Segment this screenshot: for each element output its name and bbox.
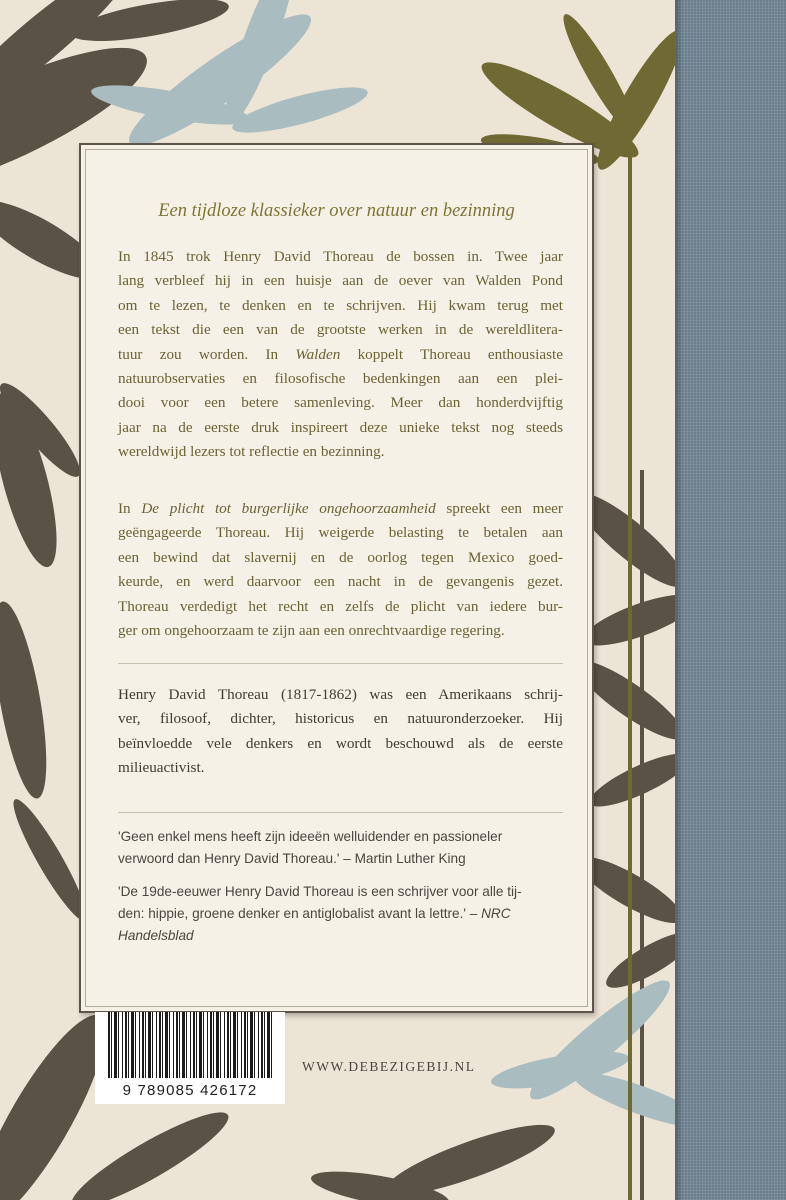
text-line: dooi voor een betere samenleving. Meer dan honderdvijftig <box>118 394 563 412</box>
title-civil-disobedience: De plicht tot burgerlijke ongehoorzaamheid <box>141 500 436 517</box>
quote-line: 'De 19de-eeuwer Henry David Thoreau is een schrijver voor alle tij- <box>118 884 522 899</box>
author-bio <box>118 683 563 781</box>
quote-line <box>118 925 563 947</box>
text-line: lang verbleef hij in een huisje aan de oever van Walden Pond <box>118 272 563 290</box>
text-line: een bewind dat slavernij en de oorlog tegen Mexico goed- <box>118 548 563 566</box>
text-line: ver, filosoof, dichter, historicus en natuuronderzoeker. Hij <box>118 710 563 728</box>
barcode-bars <box>108 1012 274 1078</box>
quote-king <box>118 826 563 870</box>
paragraph-walden <box>118 245 563 465</box>
divider-rule <box>118 663 563 664</box>
text-line: natuurobservaties en filosofische bedenkingen aan een plei- <box>118 370 563 388</box>
text-line: milieuactivist. <box>118 759 205 777</box>
text-line: om te lezen, te denken en te schrijven. Hij kwam terug met <box>118 296 563 314</box>
text-line: beïnvloedde vele denkers en wordt beschouwd als de eerste <box>118 734 563 752</box>
text-line: wereldwijd lezers tot reflectie en bezinning. <box>118 443 385 461</box>
text-panel <box>79 143 594 1013</box>
quote-nrc <box>118 881 563 947</box>
spine-shadow <box>675 0 683 1200</box>
publisher-url: WWW.DEBEZIGEBIJ.NL <box>302 1059 476 1074</box>
title-walden: Walden <box>295 345 341 363</box>
quote-line: verwoord dan Henry David Thoreau.' – Martin Luther King <box>118 851 466 866</box>
paragraph-civil-disobedience <box>118 497 563 643</box>
text-line: jaar na de eerste druk inspireert deze unieke tekst nog steeds <box>118 418 563 436</box>
text-line: Henry David Thoreau (1817-1862) was een Amerikaans schrij- <box>118 686 563 703</box>
text-line: In De plicht tot burgerlijke ongehoorzaamheid spreekt een meer <box>118 500 563 517</box>
quote-line: den: hippie, groene denker en antiglobalist avant la lettre.' – NRC <box>118 906 511 921</box>
text-line: geëngageerde Thoreau. Hij weigerde belasting te betalen aan <box>118 524 563 542</box>
text-line: In 1845 trok Henry David Thoreau de bossen in. Twee jaar <box>118 248 563 265</box>
book-spine <box>675 0 786 1200</box>
tagline: Een tijdloze klassieker over natuur en bezinning <box>158 201 515 221</box>
text-line: ger om ongehoorzaam te zijn aan een onrechtvaardige regering. <box>118 622 505 640</box>
text-line: keurde, en werd daarvoor een nacht in de gevangenis gezet. <box>118 573 563 591</box>
text-line: Thoreau verdedigt het recht en zelfs de plicht van iedere bur- <box>118 597 563 615</box>
isbn-barcode <box>95 1012 285 1104</box>
isbn-number: 9 789085 426172 <box>122 1082 258 1099</box>
source-handelsblad: Handelsblad <box>118 928 194 943</box>
text-line: tuur zou worden. In Walden koppelt Thoreau enthousiaste <box>118 345 563 363</box>
source-nrc: NRC <box>481 906 511 921</box>
divider-rule <box>118 812 563 813</box>
quote-line: 'Geen enkel mens heeft zijn ideeën welluidender en passioneler <box>118 829 503 844</box>
text-line: een tekst die een van de grootste werken in de wereldlitera- <box>118 321 563 339</box>
